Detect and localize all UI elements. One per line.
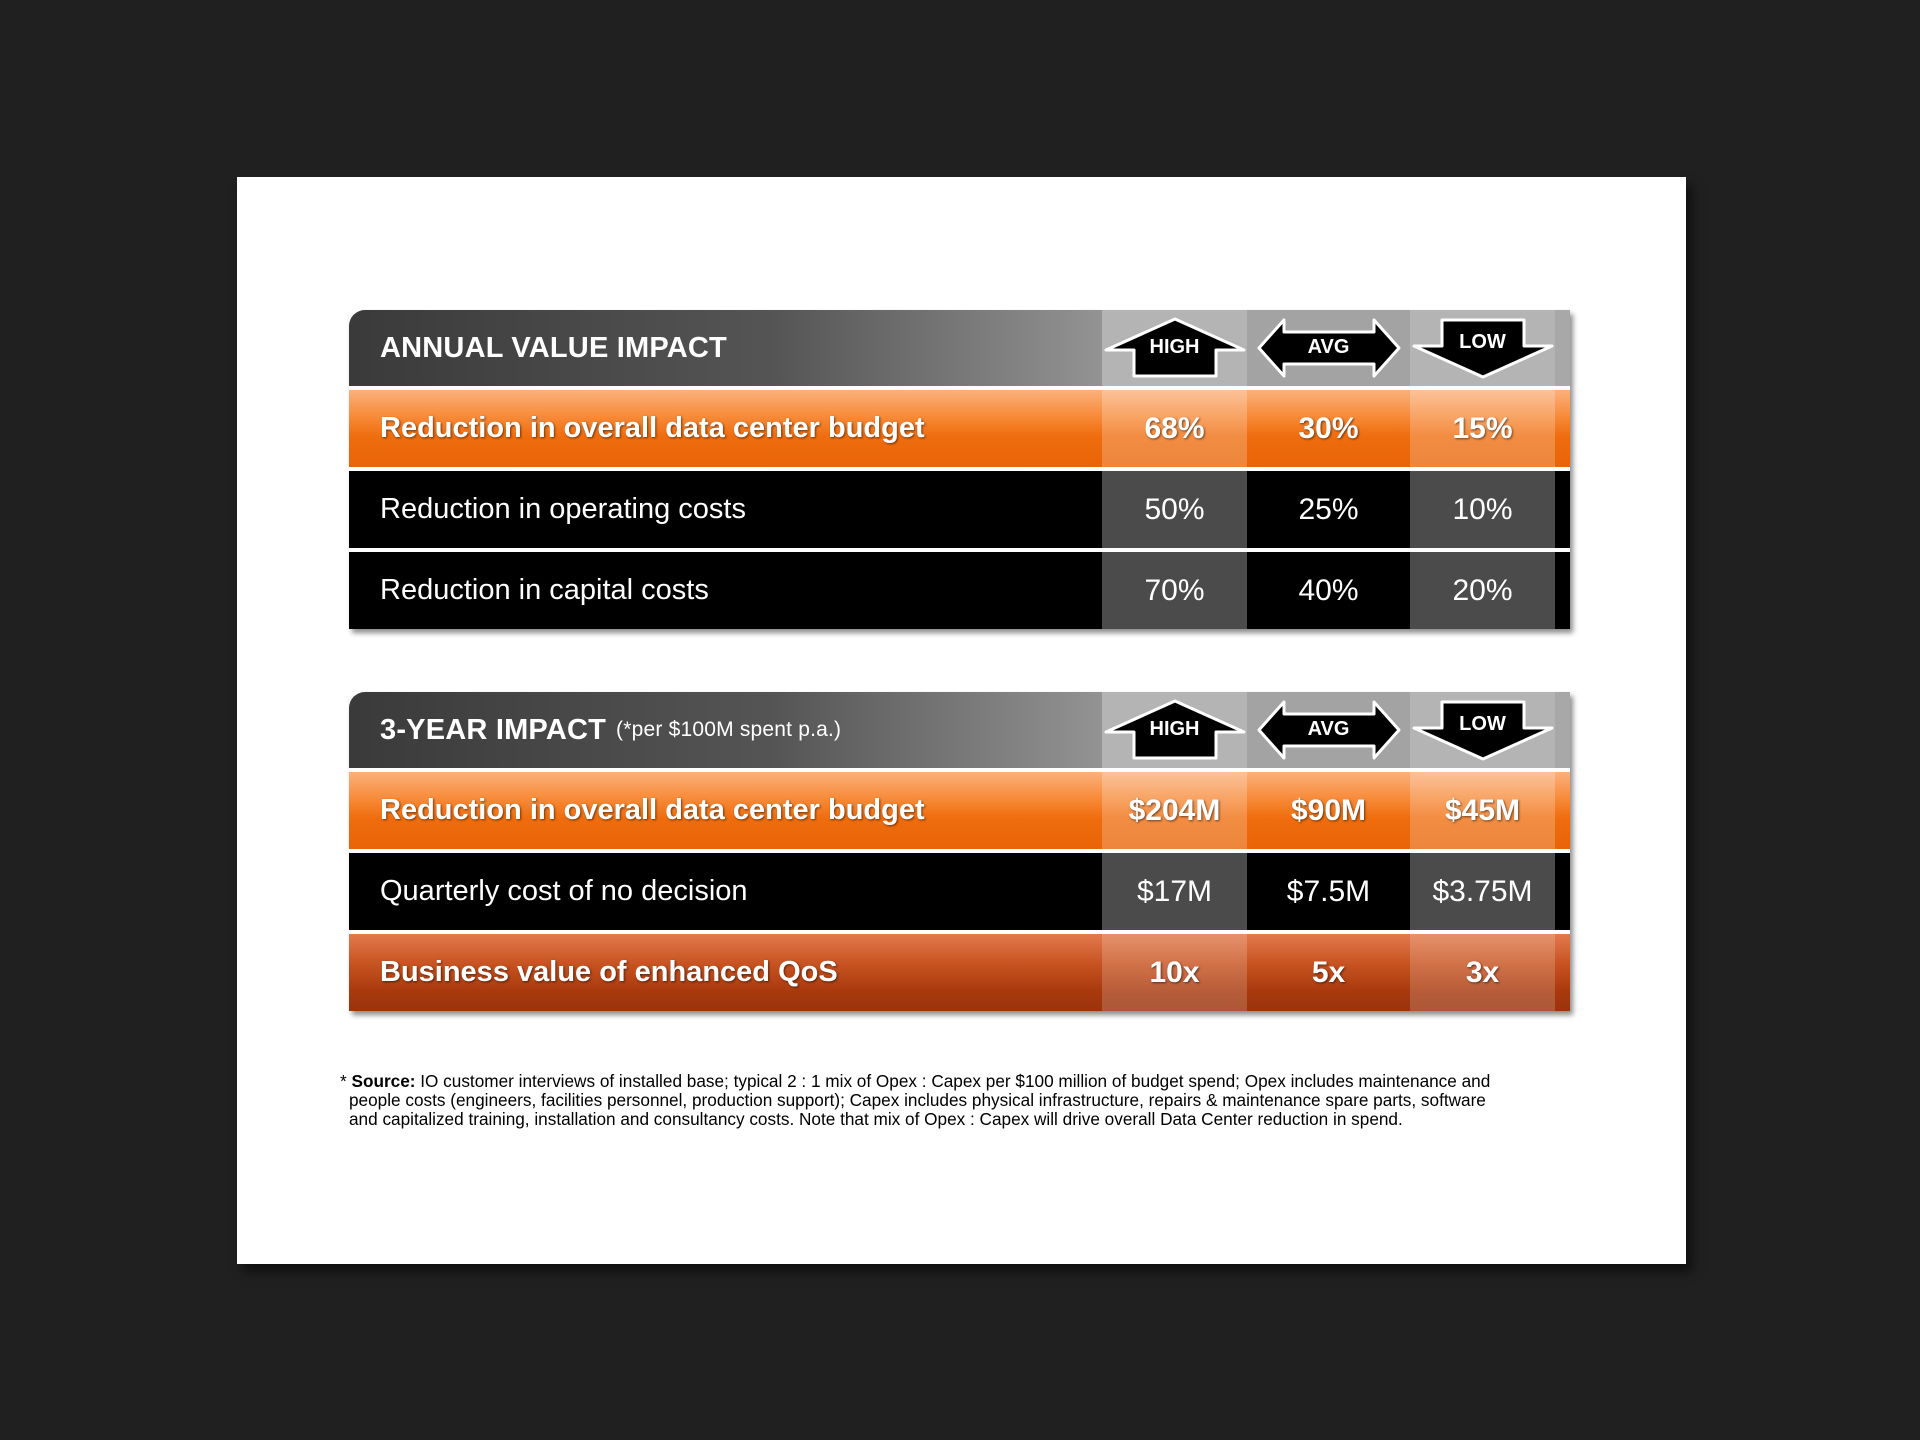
low-value: 15% xyxy=(1410,390,1555,467)
row-label: Reduction in overall data center budget xyxy=(380,794,925,826)
three-year-impact-table xyxy=(349,692,1570,1011)
row-label: Quarterly cost of no decision xyxy=(380,875,748,907)
avg-double-arrow-icon xyxy=(1256,699,1402,761)
high-value: 68% xyxy=(1102,390,1247,467)
high-up-arrow-icon xyxy=(1102,317,1247,379)
low-down-arrow-icon xyxy=(1410,317,1555,379)
row-label: Reduction in overall data center budget xyxy=(380,412,925,444)
annual-header-row xyxy=(349,310,1570,386)
high-value: $17M xyxy=(1102,853,1247,930)
low-value: $45M xyxy=(1410,772,1555,849)
three-year-table-title: 3-YEAR IMPACT xyxy=(380,713,607,746)
value-impact-card xyxy=(237,177,1686,1264)
avg-value: 5x xyxy=(1311,955,1346,989)
row-label: Business value of enhanced QoS xyxy=(380,956,838,988)
high-up-arrow-icon xyxy=(1102,699,1247,761)
footnote-line-1: IO customer interviews of installed base; typical 2 : 1 mix of Opex : Capex per $100 million of budget spend; Opex includes maintenance and xyxy=(420,1071,1491,1091)
high-value: 10x xyxy=(1102,934,1247,1011)
row-label: Reduction in operating costs xyxy=(380,493,746,525)
table-row xyxy=(349,772,1570,849)
avg-column-label: AVG xyxy=(1307,718,1350,740)
avg-value: 25% xyxy=(1247,471,1410,548)
avg-value: 30% xyxy=(1298,411,1359,445)
three-year-table-note: (*per $100M spent p.a.) xyxy=(616,718,842,741)
footnote-marker: * xyxy=(340,1071,347,1091)
avg-value: 40% xyxy=(1247,552,1410,629)
avg-column-label: AVG xyxy=(1307,336,1350,358)
table-row xyxy=(349,390,1570,467)
row-label: Reduction in capital costs xyxy=(380,574,709,606)
footnote-line-2: people costs (engineers, facilities personnel, production support); Capex includes physical infrastructure, repairs & maintenance spare parts, software xyxy=(349,1090,1486,1110)
low-down-arrow-icon xyxy=(1410,699,1555,761)
footnote-line-3: and capitalized training, installation and consultancy costs. Note that mix of Opex : Capex will drive overall Data Center reduction in spend. xyxy=(349,1109,1403,1129)
high-value: 70% xyxy=(1102,552,1247,629)
low-value: $3.75M xyxy=(1410,853,1555,930)
low-value: 10% xyxy=(1410,471,1555,548)
high-column-label: HIGH xyxy=(1149,336,1200,358)
avg-double-arrow-icon xyxy=(1256,317,1402,379)
table-row xyxy=(349,853,1570,930)
avg-value: $90M xyxy=(1290,793,1367,827)
high-value: 50% xyxy=(1102,471,1247,548)
high-column-label: HIGH xyxy=(1149,718,1200,740)
three-year-header-row xyxy=(349,692,1570,768)
low-column-label: LOW xyxy=(1459,331,1506,353)
avg-value: $7.5M xyxy=(1247,853,1410,930)
low-column-label: LOW xyxy=(1459,713,1506,735)
table-row xyxy=(349,552,1570,629)
annual-table-title: ANNUAL VALUE IMPACT xyxy=(380,331,727,364)
footnote-source-label: Source: xyxy=(351,1071,416,1091)
table-row xyxy=(349,934,1570,1011)
low-value: 3x xyxy=(1410,934,1555,1011)
annual-value-impact-table xyxy=(349,310,1570,629)
low-value: 20% xyxy=(1410,552,1555,629)
high-value: $204M xyxy=(1102,772,1247,849)
table-row xyxy=(349,471,1570,548)
source-footnote xyxy=(340,1072,1580,1129)
